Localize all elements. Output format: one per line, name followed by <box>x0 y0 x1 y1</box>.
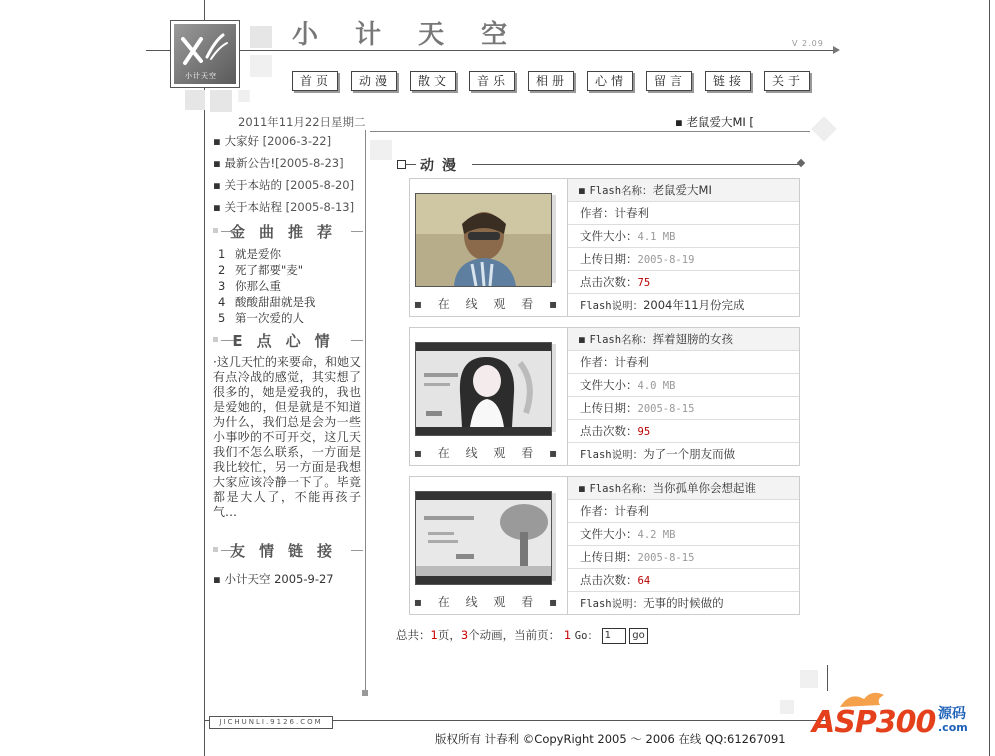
pagination: 总共：1页，3个动画，当前页： 1 Go： 1 go <box>396 627 648 644</box>
flash-clicks: 95 <box>637 426 651 438</box>
tree-scene-image-icon <box>416 492 551 584</box>
flash-author: 计春利 <box>614 206 649 220</box>
flash-thumbnail[interactable] <box>415 193 552 287</box>
song-item[interactable]: 1 就是爱你 <box>218 247 281 261</box>
brand-name: ASP300 <box>812 705 936 740</box>
watch-online-button[interactable]: ▪ 在 线 观 看 ▪ <box>413 297 564 311</box>
deco-square <box>370 140 392 160</box>
page-left-border <box>204 0 205 756</box>
flash-card <box>409 178 800 317</box>
deco-square <box>250 55 272 77</box>
song-item[interactable]: 3 你那么重 <box>218 279 281 293</box>
divider-end-square <box>362 690 368 696</box>
site-title: 小 计 天 空 <box>292 20 522 50</box>
nav-about[interactable]: 关于 <box>764 71 810 91</box>
mood-title: E点心情 <box>232 332 344 350</box>
flash-author-row: 作者：计春利 <box>568 500 799 523</box>
flash-name: 当你孤单你会想起谁 <box>652 481 757 495</box>
brand-domain: .com <box>938 721 968 734</box>
songs-heading <box>213 221 363 241</box>
footer-line-b <box>333 720 828 721</box>
news-date: [2005-8-13] <box>285 200 355 214</box>
flash-desc: 2004年11月份完成 <box>643 298 745 312</box>
flash-date-row: 上传日期：2005-8-15 <box>568 397 799 420</box>
header-arrow <box>833 46 840 54</box>
flash-thumbnail[interactable] <box>415 342 552 436</box>
total-count: 3 <box>460 628 469 642</box>
column-divider <box>365 130 366 690</box>
section-diamond-icon <box>797 159 805 167</box>
friend-link[interactable]: ▪ 小计天空 2005-9-27 <box>213 572 334 586</box>
marquee-underline <box>370 131 810 132</box>
flash-name-row[interactable]: ▪ Flash名称：挥着翅膀的女孩 <box>568 328 799 351</box>
section-title: 动漫 <box>420 158 464 174</box>
flash-date: 2005-8-15 <box>637 552 695 564</box>
watch-online-button[interactable]: ▪ 在 线 观 看 ▪ <box>413 595 564 609</box>
news-item[interactable]: ▪ 最新公告![2005-8-23] <box>213 156 344 170</box>
songs-title: 金曲推荐 <box>229 223 346 241</box>
flash-desc-row: Flash说明：为了一个朋友而做 <box>580 447 736 461</box>
deco-square <box>250 26 272 48</box>
site-logo[interactable] <box>170 20 240 88</box>
friend-link-title: 小计天空 <box>224 572 271 586</box>
song-title: 酸酸甜甜就是我 <box>235 295 316 309</box>
thumb-shadow <box>552 344 556 432</box>
song-item[interactable]: 5 第一次爱的人 <box>218 311 304 325</box>
nav-anime[interactable]: 动漫 <box>351 71 397 91</box>
main-nav <box>292 71 810 91</box>
current-date: 2011年11月22日星期二 <box>238 115 366 129</box>
flash-details <box>568 179 799 316</box>
flash-desc-row: Flash说明：2004年11月份完成 <box>580 298 745 312</box>
nav-album[interactable]: 相册 <box>528 71 574 91</box>
flash-size: 4.1 MB <box>637 231 676 243</box>
friend-link-date: 2005-9-27 <box>274 572 334 586</box>
flash-clicks: 75 <box>637 277 651 289</box>
flash-size-row: 文件大小：4.1 MB <box>568 225 799 248</box>
news-title: 大家好 <box>224 134 259 148</box>
section-line <box>472 164 800 165</box>
flash-clicks-row: 点击次数：95 <box>568 420 799 443</box>
total-pages: 1 <box>430 628 438 642</box>
logo-text: 小计天空 <box>185 72 217 80</box>
flash-details <box>568 328 799 465</box>
site-version: V 2.09 <box>792 39 824 48</box>
deco-square <box>780 700 794 714</box>
flash-clicks-row: 点击次数：64 <box>568 569 799 592</box>
nav-guestbook[interactable]: 留言 <box>646 71 692 91</box>
links-title: 友情链接 <box>229 542 346 560</box>
brand-cn: 源码 <box>938 706 966 722</box>
flash-date: 2005-8-19 <box>637 254 695 266</box>
thumb-shadow <box>552 493 556 581</box>
flash-author: 计春利 <box>614 504 649 518</box>
deco-diamond <box>811 116 836 141</box>
deco-square <box>238 90 250 102</box>
footer-tick <box>827 665 828 691</box>
mood-heading <box>213 330 363 350</box>
nav-home[interactable]: 首页 <box>292 71 338 91</box>
song-item[interactable]: 2 死了都要"麦" <box>218 263 304 277</box>
page-right-border <box>989 0 990 756</box>
nav-mood[interactable]: 心情 <box>587 71 633 91</box>
flash-thumbnail[interactable] <box>415 491 552 585</box>
song-title: 就是爱你 <box>235 247 281 261</box>
header-line-left <box>146 50 170 51</box>
flash-size: 4.0 MB <box>637 380 676 392</box>
flash-desc: 无事的时候做的 <box>643 596 724 610</box>
flash-date-row: 上传日期：2005-8-15 <box>568 546 799 569</box>
deco-square <box>210 90 232 112</box>
news-date: [2005-8-23] <box>275 156 344 170</box>
flash-author: 计春利 <box>614 355 649 369</box>
song-item[interactable]: 4 酸酸甜甜就是我 <box>218 295 316 309</box>
news-date: [2005-8-20] <box>285 178 355 192</box>
flash-details <box>568 477 799 614</box>
flash-clicks: 64 <box>637 575 651 587</box>
news-item[interactable]: ▪ 关于本站的 [2005-8-20] <box>213 178 355 192</box>
flash-card <box>409 476 800 615</box>
watch-online-button[interactable]: ▪ 在 线 观 看 ▪ <box>413 446 564 460</box>
links-heading <box>213 540 363 560</box>
flash-size: 4.2 MB <box>637 529 676 541</box>
flash-size-row: 文件大小：4.2 MB <box>568 523 799 546</box>
news-item[interactable]: ▪ 关于本站程 [2005-8-13] <box>213 200 355 214</box>
deco-square <box>800 670 818 688</box>
song-title: 第一次爱的人 <box>235 311 304 325</box>
nav-links[interactable]: 链接 <box>705 71 751 91</box>
flash-clicks-row: 点击次数：75 <box>568 271 799 294</box>
mood-text: ·这几天忙的来要命，和她又有点冷战的感觉，其实想了很多的，她是爱我的，我也是爱她的，但是就是不知道为什么，我们总是会为一些小事吵的不可开交，这几天我们不怎么联系，一方面是我比较忙，另一方面是我想大家应该冷静一下了。毕竟都是大人了，不能再孩子气… <box>213 355 361 519</box>
section-square-icon <box>397 160 406 169</box>
song-title: 你那么重 <box>235 279 281 293</box>
scrolling-news[interactable]: ▪ 老鼠爱大MI [ <box>675 115 754 129</box>
current-page: 1 <box>563 628 572 642</box>
news-item[interactable]: ▪ 大家好 [2006-3-22] <box>213 134 332 148</box>
flash-date: 2005-8-15 <box>637 403 695 415</box>
flash-author-row: 作者：计春利 <box>568 202 799 225</box>
portrait-image-icon <box>416 194 551 286</box>
footer-url[interactable]: JICHUNLI.9126.COM <box>209 716 333 729</box>
flash-thumb-cell <box>410 328 568 465</box>
flash-name-row[interactable]: ▪ Flash名称：当你孤单你会想起谁 <box>568 477 799 500</box>
flash-date-row: 上传日期：2005-8-19 <box>568 248 799 271</box>
copyright: 版权所有 计春利 ©CopyRight 2005 ～ 2006 在线 QQ:61267091 <box>435 732 786 746</box>
flash-card <box>409 327 800 466</box>
brand-watermark <box>808 699 968 743</box>
flash-name-row[interactable]: ▪ Flash名称：老鼠爱大MI <box>568 179 799 202</box>
flash-desc: 为了一个朋友而做 <box>643 447 736 461</box>
flash-size-row: 文件大小：4.0 MB <box>568 374 799 397</box>
flash-thumb-cell <box>410 179 568 316</box>
deco-square <box>185 90 205 110</box>
nav-prose[interactable]: 散文 <box>410 71 456 91</box>
flash-author-row: 作者：计春利 <box>568 351 799 374</box>
news-title: 最新公告! <box>224 156 276 170</box>
song-title: 死了都要"麦" <box>235 263 304 277</box>
page-go-input[interactable]: 1 <box>602 628 626 644</box>
flash-desc-row: Flash说明：无事的时候做的 <box>580 596 724 610</box>
anime-girl-image-icon <box>416 343 551 435</box>
news-title: 关于本站程 <box>224 200 282 214</box>
news-title: 关于本站的 <box>224 178 282 192</box>
section-line-left <box>406 164 416 165</box>
thumb-shadow <box>552 195 556 283</box>
flash-name: 老鼠爱大MI <box>652 183 712 197</box>
flash-thumb-cell <box>410 477 568 614</box>
page-go-button[interactable]: go <box>629 628 647 644</box>
flash-name: 挥着翅膀的女孩 <box>652 332 734 346</box>
nav-music[interactable]: 音乐 <box>469 71 515 91</box>
news-date: [2006-3-22] <box>262 134 332 148</box>
